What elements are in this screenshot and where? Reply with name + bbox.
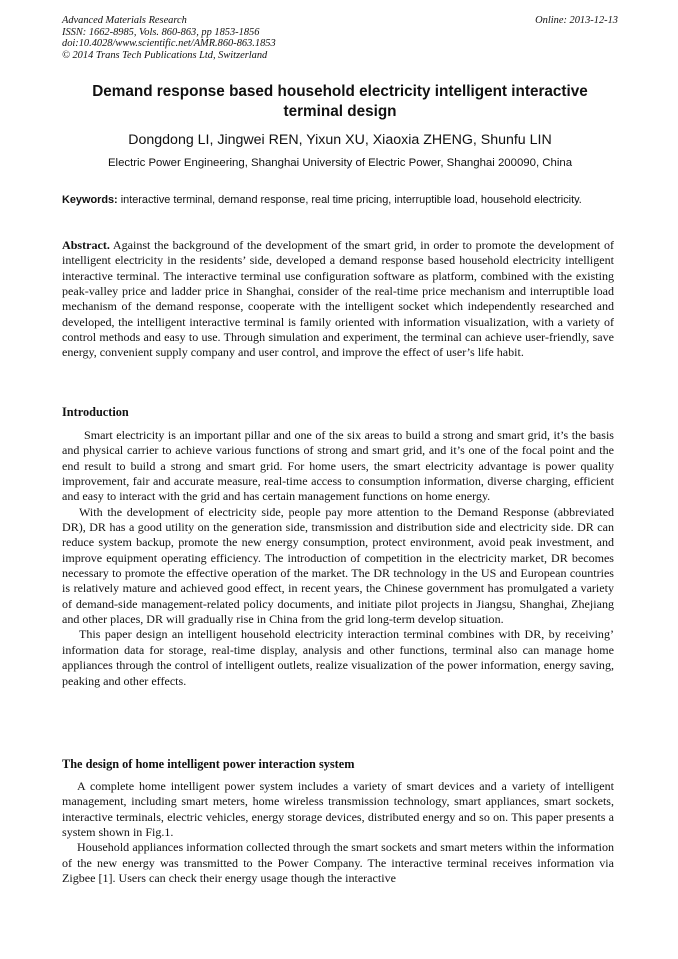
abstract-block	[62, 238, 614, 361]
abstract-text: Against the background of the development of the smart grid, in order to promote the development of intelligent electricity in the residents’ side, developed a demand response based household electricity intelligent interactive terminal. The interactive terminal use configuration software as platform, combined with the existing peak-valley price and ladder price in Shanghai, consider of the real-time price mechanism and interruptible load mechanism of the demand response, cooperate with the intelligent socket which independently researched and developed, the intelligent interactive terminal is family oriented with information visualization, with a variety of control methods and easy to use. Through simulation and experiment, the terminal can achieve user-friendly, save energy, convenient supply company and user control, and improve the effect of user’s life habit.	[62, 238, 614, 360]
intro-paragraph-1: Smart electricity is an important pillar and one of the six areas to build a strong and smart grid, it’s the basis and physical carrier to achieve various functions of strong and smart grid, and it’s one of the focal point and the end result to build a strong and smart grid. For home users, the smart electricity advantage is power quality improvement, fair and accurate measure, real-time access to consumption information, diverse charging, efficient and easy to interact with the grid and has certain management functions on home energy.	[62, 428, 614, 504]
issn-line: ISSN: 1662-8985, Vols. 860-863, pp 1853-1856	[62, 26, 260, 38]
doi-line: doi:10.4028/www.scientific.net/AMR.860-863.1853	[62, 38, 276, 50]
design-paragraph-1: A complete home intelligent power system includes a variety of smart devices and a variety of intelligent management, including smart meters, home wireless transmission technology, smart appliances, smart sockets, interactive terminals, electric vehicles, energy storage devices, distributed energy and so on. This paper presents a system shown in Fig.1.	[62, 779, 614, 840]
paper-title: Demand response based household electricity intelligent interactive terminal design	[92, 83, 588, 120]
keywords-label: Keywords:	[62, 194, 118, 206]
design-paragraph-2: Household appliances information collected through the smart sockets and smart meters within the information of the new energy was transmitted to the Power Company. The interactive terminal receives information via Zigbee [1]. Users can check their energy usage though the interactive	[62, 840, 614, 886]
journal-name: Advanced Materials Research	[62, 15, 187, 26]
author-list: Dongdong LI, Jingwei REN, Yixun XU, Xiaoxia ZHENG, Shunfu LIN	[128, 132, 552, 148]
journal-header	[62, 15, 618, 61]
keywords-text: interactive terminal, demand response, real time pricing, interruptible load, household electricity.	[120, 194, 582, 206]
keywords-block	[62, 193, 614, 207]
online-date: Online: 2013-12-13	[535, 15, 618, 26]
introduction-heading: Introduction	[62, 405, 129, 419]
intro-paragraph-3: This paper design an intelligent household electricity interaction terminal combines with DR, by receiving’ information data for storage, real-time display, analysis and other functions, terminal also can manage home appliances through the control of intelligent outlets, realize visualization of the power information, energy saving, peaking and other effects.	[62, 627, 614, 688]
design-heading: The design of home intelligent power interaction system	[62, 757, 355, 771]
abstract-label: Abstract.	[62, 238, 110, 252]
copyright-line: © 2014 Trans Tech Publications Ltd, Switzerland	[62, 49, 268, 61]
introduction-section	[62, 428, 614, 689]
affiliation: Electric Power Engineering, Shanghai University of Electric Power, Shanghai 200090, China	[107, 157, 573, 169]
design-section	[62, 779, 614, 886]
intro-paragraph-2: With the development of electricity side, people pay more attention to the Demand Response (abbreviated DR), DR has a good utility on the generation side, transmission and distribution side and electricity side. DR can reduce system backup, promote the new energy consumption, protect environment, avoid peak investment, and improve equipment operating efficiency. The introduction of competition in the electricity market, DR becomes necessary to promote the effective operation of the market. The DR technology in the US and European countries is relatively mature and achieved good effect, in recent years, the Chinese government has promulgated a variety of demand-side management-related policy documents, and initiate pilot projects in Jiangsu, Shanghai, Zhejiang and other places, DR will gradually rise in China from the grid long-term develop situation.	[62, 504, 614, 627]
